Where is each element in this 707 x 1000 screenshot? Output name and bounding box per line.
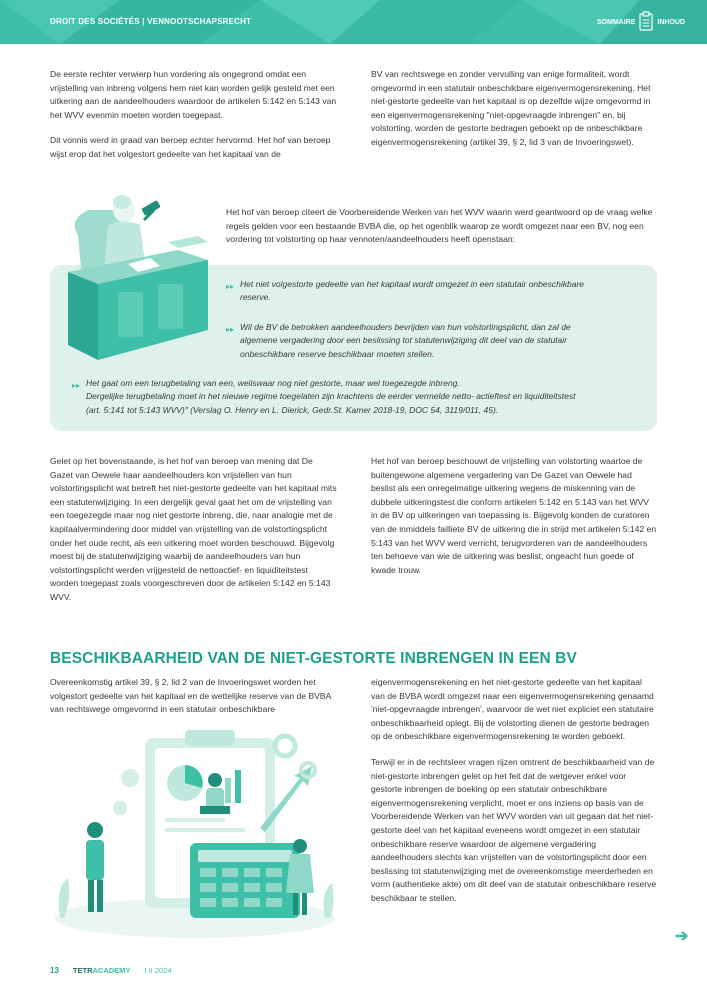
double-chevron-icon: ▸▸ xyxy=(226,325,235,334)
quote-bullet-1: ▸▸ Het niet volgestorte gedeelte van het kapitaal wordt omgezet in een statutair onbeschikbare reserve. xyxy=(226,279,584,303)
arrow-right-icon[interactable]: ➔ xyxy=(675,928,689,945)
quote-bullet-3: ▸▸ Het gaat om een terugbetaling van een, weliswaar nog niet gestorte, maar wel toegezegde inbreng. Dergelijke terugbetaling moet in het nieuwe regime toegelaten zijn krachtens de eerder vermelde netto- actieftest en liquiditeitstest (art. 5:141 tot 5:143 WVV)" (Verslag O. Henry en L. Dierick, Gedr.St. Kamer 2018-19, DOC 54, 3119/011, 45). xyxy=(72,378,576,415)
page-number: 13 xyxy=(50,966,59,975)
section2-right-column xyxy=(371,676,658,918)
sommaire-label[interactable]: SOMMAIRE xyxy=(596,18,636,26)
paragraph: De eerste rechter verwierp hun vordering als ongegrond omdat een vrijstelling van inbreng volgens hem niet kan worden gelijk gesteld met een uitkering aan de aandeelhouders waardoor de artikelen 5:142 en 5:143 van het WVV evenmin moeten worden toegepast. xyxy=(50,69,337,120)
middle-left-column xyxy=(50,455,338,617)
toc-link[interactable] xyxy=(597,11,685,33)
double-chevron-icon: ▸▸ xyxy=(72,381,81,390)
paragraph: eigenvermogensrekening en het niet-gestorte gedeelte van het kapitaal van de BVBA wordt omgezet naar een eigenvermogensrekening genaamd 'niet-opgevraagde inbrengen', waarvoor de wet niet expliciet een statutaire onbeschikbaarheid oplegt. Bij de volstorting dienen de gestorte bedragen op de onbeschikbare eigenvermogensrekening te worden geboekt. xyxy=(371,677,654,742)
paragraph: Dit vonnis werd in graad van beroep echter hervormd. Het hof van beroep wijst erop dat het volgestort gedeelte van het kapitaal van de xyxy=(50,135,331,159)
top-right-column xyxy=(371,68,658,162)
page-header xyxy=(0,0,707,44)
tetracademy-logo: TETR ACADEMY xyxy=(72,966,131,975)
finance-illustration xyxy=(50,718,340,943)
quote-intro: Het hof van beroep citeert de Voorbereidende Werken van het WVV waarin werd geantwoord op de vraag welke regels gelden voor een bestaande BVBA die, op het ogenblik waarop ze wordt omgezet naar een BV, nog een vordering tot volstorting op haar vennoten/aandeelhouders heeft openstaan: xyxy=(226,207,653,245)
paragraph: Overeenkomstig artikel 39, § 2, lid 2 van de Invoeringswet worden het volgestort gedeelte van het kapitaal en de wettelijke reserve van de BVBA van rechtswege omgevormd in een statutair onbeschikbare xyxy=(50,677,331,715)
paragraph: Het hof van beroep beschouwt de vrijstelling van volstorting waartoe de buitengewone algemene vergadering van De Gazet van Oewele had beslist als een onregelmatige uitkering wegens de miskenning van de dubbele uitkeringstest die conform artikelen 5:142 en 5:143 van het WVV in de BV op uitkeringen van toepassing is. Bijgevolg konden de curatoren van de inmiddels failliete BV de uitkering die in strijd met artikelen 5:142 en 5:143 van het WVV werd verricht, terugvorderen van de aandeelhouders ten behoeve van wie de uitkering was beslist, ongeacht hun goede of kwade trouw. xyxy=(371,456,657,575)
double-chevron-icon: ▸▸ xyxy=(226,282,235,291)
inhoud-label[interactable]: INHOUD xyxy=(657,18,685,26)
clipboard-icon[interactable] xyxy=(639,11,653,33)
judge-illustration xyxy=(58,180,218,375)
paragraph: BV van rechtswege en zonder vervulling van enige formaliteit, wordt omgevormd in een statutair onbeschikbare eigenvermogensrekening. Het niet-gestorte gedeelte van het kapitaal is op dezelfde wijze omgevormd in een eigenvermogensrekening "niet-opgevraagde inbrengen" en, bij volstorting, worden de gestorte bedragen geboekt op de onbeschikbare eigenvermogensrekening (artikel 39, § 2, lid 3 van de Invoeringswet). xyxy=(371,69,651,147)
paragraph: Terwijl er in de rechtsleer vragen rijzen omtrent de beschikbaarheid van de niet-gestorte inbrengen gelet op het feit dat de wetgever enkel voor gestorte inbrengen de boeking op een statutair onbeschikbare eigenvermogensrekening verplicht, moet er ons inziens op basis van de Voorbereidende Werken van het WVV worden van uit gegaan dat het niet-gestorte deel van het kapitaal eveneens wordt omgezet in een statutair onbeschikbare reserve waardoor de algemene vergadering aandeelhouders slechts kan vrijstellen van de volstortingsplicht door een beslissing tot statutenwijziging met de overeenkomstige meerderheden en vorm (authentieke akte) om dit deel van de statutair onbeschikbare reserve beschikbaar te stellen. xyxy=(371,756,657,903)
issue-date: I II 2024 xyxy=(144,966,172,975)
section-heading: BESCHIKBAARHEID VAN DE NIET-GESTORTE INBRENGEN IN EEN BV xyxy=(50,650,577,667)
top-left-column xyxy=(50,68,338,174)
middle-right-column xyxy=(371,455,658,589)
page-footer xyxy=(50,966,172,975)
section-title: DROIT DES SOCIÉTÉS | VENNOOTSCHAPSRECHT xyxy=(50,17,252,26)
paragraph: Gelet op het bovenstaande, is het hof van beroep van mening dat De Gazet van Oewele haar aandeelhouders kon vrijstellen van hun volstortingsplicht wat betreft het niet-gestorte gedeelte van het kapitaal mits een statutenwijziging. In een dergelijk geval gaat het om de vrijstelling van een toegezegde maar nog niet gestorte inbreng, die, naar analogie met de kapitaalvermindering door middel van vrijstelling van de volstortingsplicht onder het oude recht, als een uitkering moet worden beschouwd. Bijgevolg moest bij de statutenwijziging waarbij de aandeelhouders van hun volstortingsplicht werden vrijgesteld de nettoactief- en liquiditeitstest worden toegepast zoals voorgeschreven door de artikelen 5:142 en 5:143 WVV. xyxy=(50,456,337,602)
quote-bullet-2: ▸▸ Wil de BV de betrokken aandeelhouders bevrijden van hun volstortingsplicht, dan zal de algemene vergadering door een beslissing tot statutenwijziging dit deel van de statutair onbeschikbare reserve beschikbaar moeten stellen. xyxy=(226,322,571,359)
